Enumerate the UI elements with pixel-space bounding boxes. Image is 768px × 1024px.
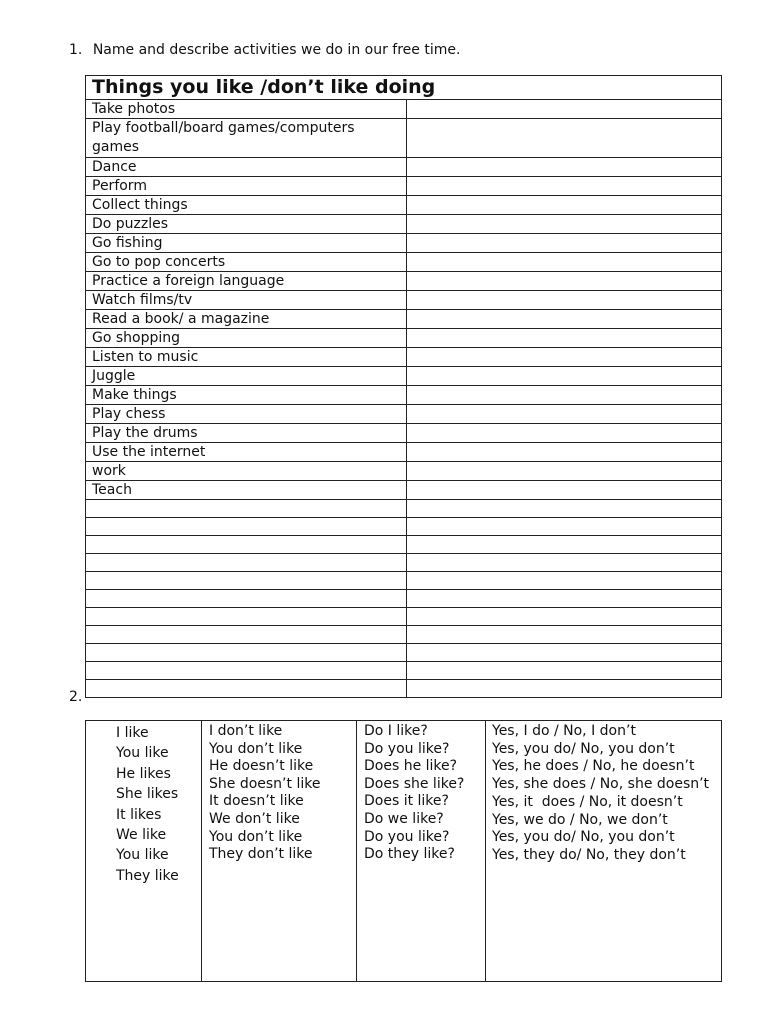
grammar-line: We like xyxy=(116,827,167,844)
activity-answer-cell xyxy=(407,662,722,680)
grammar-col-affirmative xyxy=(86,721,202,982)
activity-row xyxy=(86,626,722,644)
activity-answer-cell xyxy=(407,310,722,329)
activity-answer-cell xyxy=(407,500,722,518)
grammar-line: He likes xyxy=(116,765,171,782)
activity-row xyxy=(86,405,722,424)
activity-row xyxy=(86,554,722,572)
activity-row xyxy=(86,348,722,367)
activity-row xyxy=(86,608,722,626)
grammar-line: She likes xyxy=(116,786,179,803)
activity-answer-cell xyxy=(407,462,722,481)
grammar-line: You like xyxy=(116,847,169,864)
activity-answer-cell xyxy=(407,680,722,698)
activity-row xyxy=(86,253,722,272)
activity-name-cell: Watch films/tv xyxy=(86,291,407,310)
activity-name-cell xyxy=(86,500,407,518)
question-1-text: Name and describe activities we do in our free time. xyxy=(92,42,461,58)
activity-name-cell: Make things xyxy=(86,386,407,405)
activity-name-cell xyxy=(86,662,407,680)
activity-row xyxy=(86,234,722,253)
activity-answer-cell xyxy=(407,215,722,234)
activity-answer-cell xyxy=(407,405,722,424)
grammar-line: Yes, you do/ No, you don’t xyxy=(492,740,675,757)
activity-answer-cell xyxy=(407,367,722,386)
activity-name-cell: Play the drums xyxy=(86,424,407,443)
activity-answer-cell xyxy=(407,291,722,310)
activity-row xyxy=(86,481,722,500)
activity-row xyxy=(86,518,722,536)
activity-row xyxy=(86,100,722,119)
grammar-line: Yes, it does / No, it doesn’t xyxy=(492,793,683,810)
activity-answer-cell xyxy=(407,158,722,177)
activity-row xyxy=(86,329,722,348)
grammar-line: You don’t like xyxy=(209,740,303,757)
question-1-number: 1. xyxy=(69,42,83,58)
activity-answer-cell xyxy=(407,119,722,158)
activity-row xyxy=(86,644,722,662)
grammar-line: Does he like? xyxy=(364,758,458,775)
activity-name-cell: Listen to music xyxy=(86,348,407,367)
grammar-line: I don’t like xyxy=(209,723,283,739)
activities-header-row xyxy=(86,76,722,100)
activity-row xyxy=(86,536,722,554)
activity-answer-cell xyxy=(407,100,722,119)
activity-row xyxy=(86,177,722,196)
activity-name-cell: Play football/board games/computers games xyxy=(86,119,407,158)
activity-row xyxy=(86,291,722,310)
activities-body xyxy=(86,100,722,698)
grammar-col-question xyxy=(357,721,486,982)
activity-row xyxy=(86,310,722,329)
activity-row xyxy=(86,272,722,291)
activity-answer-cell xyxy=(407,177,722,196)
grammar-line: Yes, they do/ No, they don’t xyxy=(492,846,686,863)
activity-row xyxy=(86,386,722,405)
activity-answer-cell xyxy=(407,536,722,554)
activity-row xyxy=(86,680,722,698)
activity-name-cell xyxy=(86,518,407,536)
grammar-line: Does she like? xyxy=(364,775,465,792)
activity-name-cell: Go shopping xyxy=(86,329,407,348)
activity-answer-cell xyxy=(407,329,722,348)
grammar-line: Yes, we do / No, we don’t xyxy=(492,811,668,828)
grammar-line: They don’t like xyxy=(209,846,313,863)
activity-name-cell: Take photos xyxy=(86,100,407,119)
activity-name-cell: work xyxy=(86,462,407,481)
grammar-line: You like xyxy=(116,745,169,762)
activity-name-cell: Perform xyxy=(86,177,407,196)
grammar-line: Do you like? xyxy=(364,740,450,757)
activity-name-cell xyxy=(86,572,407,590)
grammar-line: Do they like? xyxy=(364,846,455,863)
activity-answer-cell xyxy=(407,572,722,590)
activity-answer-cell xyxy=(407,608,722,626)
activity-answer-cell xyxy=(407,554,722,572)
activity-row xyxy=(86,500,722,518)
grammar-line: Do you like? xyxy=(364,828,450,845)
grammar-line: Yes, he does / No, he doesn’t xyxy=(492,758,695,775)
activity-row xyxy=(86,662,722,680)
activity-answer-cell xyxy=(407,234,722,253)
activity-name-cell: Go to pop concerts xyxy=(86,253,407,272)
activity-name-cell: Use the internet xyxy=(86,443,407,462)
grammar-line: Do I like? xyxy=(364,723,428,739)
activity-answer-cell xyxy=(407,272,722,291)
grammar-line: You don’t like xyxy=(209,828,303,845)
activity-name-cell: Practice a foreign language xyxy=(86,272,407,291)
activity-row xyxy=(86,158,722,177)
grammar-line: She doesn’t like xyxy=(209,775,321,792)
grammar-table xyxy=(85,720,722,982)
activity-name-cell: Read a book/ a magazine xyxy=(86,310,407,329)
grammar-line: Does it like? xyxy=(364,793,449,810)
activity-name-cell xyxy=(86,554,407,572)
grammar-line: We don’t like xyxy=(209,810,300,827)
activity-row xyxy=(86,367,722,386)
activity-answer-cell xyxy=(407,348,722,367)
grammar-col-short-answer xyxy=(486,721,722,982)
grammar-line: He doesn’t like xyxy=(209,758,314,775)
activity-name-cell: Do puzzles xyxy=(86,215,407,234)
activity-name-cell xyxy=(86,536,407,554)
activities-table-title: Things you like /don’t like doing xyxy=(86,76,722,100)
activity-answer-cell xyxy=(407,253,722,272)
activity-answer-cell xyxy=(407,590,722,608)
activity-row xyxy=(86,424,722,443)
grammar-line: They like xyxy=(116,867,179,884)
activity-row xyxy=(86,462,722,481)
grammar-line: Yes, she does / No, she doesn’t xyxy=(492,776,710,793)
question-2-number: 2. xyxy=(69,689,83,705)
activity-row xyxy=(86,196,722,215)
activities-table xyxy=(85,75,722,698)
question-1 xyxy=(69,42,460,58)
activity-row xyxy=(86,215,722,234)
grammar-line: I like xyxy=(116,725,149,741)
activity-row xyxy=(86,572,722,590)
activity-name-cell: Dance xyxy=(86,158,407,177)
activity-row xyxy=(86,443,722,462)
activity-name-cell xyxy=(86,680,407,698)
activity-name-cell: Teach xyxy=(86,481,407,500)
activity-name-cell xyxy=(86,608,407,626)
activity-answer-cell xyxy=(407,626,722,644)
activity-answer-cell xyxy=(407,481,722,500)
grammar-line: Yes, I do / No, I don’t xyxy=(492,723,636,739)
grammar-col-negative xyxy=(202,721,357,982)
grammar-line: Yes, you do/ No, you don’t xyxy=(492,829,675,846)
activity-answer-cell xyxy=(407,443,722,462)
activity-name-cell xyxy=(86,626,407,644)
activity-answer-cell xyxy=(407,518,722,536)
grammar-line: It likes xyxy=(116,806,162,823)
grammar-line: Do we like? xyxy=(364,810,444,827)
activity-answer-cell xyxy=(407,644,722,662)
activity-name-cell xyxy=(86,644,407,662)
grammar-line: It doesn’t like xyxy=(209,793,304,810)
grammar-row xyxy=(86,721,722,982)
activity-row xyxy=(86,119,722,158)
activity-name-cell: Juggle xyxy=(86,367,407,386)
activity-answer-cell xyxy=(407,424,722,443)
activity-name-cell: Play chess xyxy=(86,405,407,424)
activity-name-cell xyxy=(86,590,407,608)
activity-row xyxy=(86,590,722,608)
activity-answer-cell xyxy=(407,386,722,405)
activity-name-cell: Collect things xyxy=(86,196,407,215)
activity-answer-cell xyxy=(407,196,722,215)
activity-name-cell: Go fishing xyxy=(86,234,407,253)
